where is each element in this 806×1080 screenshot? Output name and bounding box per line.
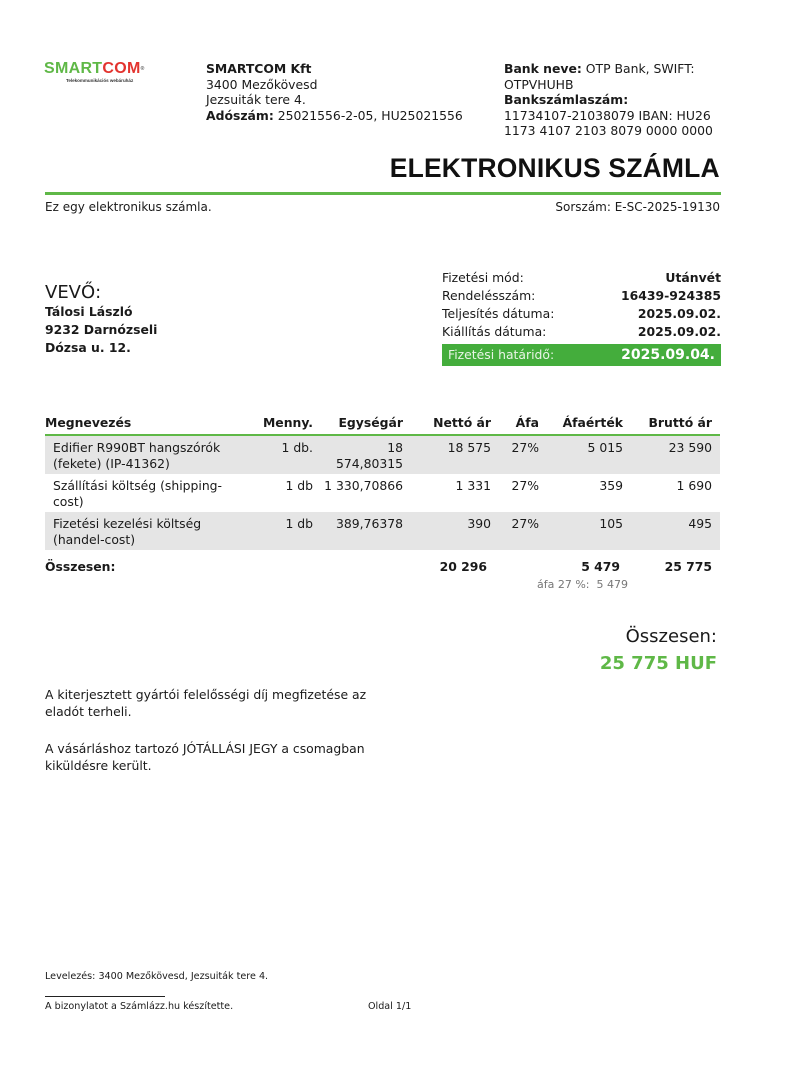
detail-value: Utánvét: [665, 270, 721, 285]
buyer-info: [45, 303, 157, 357]
item-vat: 27%: [511, 478, 539, 493]
registered-mark: ®: [140, 66, 145, 72]
document-title: ELEKTRONIKUS SZÁMLA: [389, 153, 720, 183]
header-gross: Bruttó ár: [631, 412, 720, 435]
detail-label: Fizetési mód:: [442, 270, 524, 285]
buyer-city: 9232 Darnózseli: [45, 322, 158, 337]
header-name: Megnevezés: [45, 412, 255, 435]
title-divider: [45, 192, 721, 195]
tax-value: 25021556-2-05, HU25021556: [277, 107, 463, 123]
bank-name-label: Bank neve:: [504, 61, 582, 76]
header-unit-price: Egységár: [321, 412, 411, 435]
table-header-row: [45, 412, 720, 435]
logo-text-green: SMART: [44, 60, 103, 77]
page-number: Oldal 1/1: [368, 1001, 412, 1012]
detail-row-order-number: [442, 287, 721, 305]
item-gross: 495: [631, 512, 720, 550]
serial-number: Sorszám: E-SC-2025-19130: [555, 200, 720, 214]
grand-total-value: 25 775 HUF: [599, 653, 717, 674]
sum-label: Összesen:: [45, 559, 116, 574]
items-table: [45, 412, 720, 550]
seller-street: Jezsuiták tere 4.: [206, 92, 306, 107]
detail-value: 16439-924385: [621, 288, 721, 303]
bank-name-value: OTP Bank, SWIFT: OTPVHUHB: [504, 61, 695, 92]
seller-city: 3400 Mezőkövesd: [206, 76, 318, 92]
item-vat-value: 359: [599, 478, 623, 493]
bank-account-label: Bankszámlaszám:: [504, 92, 629, 107]
detail-row-fulfillment-date: [442, 305, 721, 323]
item-qty: 1 db.: [255, 435, 321, 474]
item-vat: 27%: [499, 435, 547, 474]
tax-label: Adószám:: [206, 107, 274, 123]
detail-label: Kiállítás dátuma:: [442, 324, 547, 339]
detail-label: Teljesítés dátuma:: [442, 306, 555, 321]
item-vat-value: 5 015: [547, 435, 631, 474]
item-net: 18 575: [411, 435, 499, 474]
item-name: Fizetési kezelési költség (handel-cost): [45, 512, 255, 550]
payment-due-banner: [442, 344, 721, 366]
company-logo: [44, 60, 164, 83]
invoice-details: [442, 269, 721, 366]
buyer-name: Tálosi László: [45, 304, 133, 319]
bank-account-value: 11734107-21038079 IBAN: HU26 1173 4107 2103 8079 0000 0000: [504, 107, 713, 138]
footer-divider: [45, 996, 165, 997]
item-unit-price: 18 574,80315: [321, 435, 411, 474]
item-unit-price: 1 330,70866: [324, 478, 403, 493]
header-vat-value: Áfaérték: [547, 412, 631, 435]
buyer-street: Dózsa u. 12.: [45, 340, 131, 355]
sum-gross: 25 775: [664, 559, 712, 574]
seller-name: SMARTCOM Kft: [206, 61, 312, 76]
header-vat: Áfa: [499, 412, 547, 435]
footer-generator: A bizonylatot a Számlázz.hu készítette.: [45, 1001, 234, 1012]
item-vat: 27%: [499, 512, 547, 550]
logo-text-red: COM: [102, 60, 141, 77]
logo-tagline: Telekommunikációs webáruház: [66, 78, 134, 83]
item-qty: 1 db: [285, 478, 313, 493]
item-name: Szállítási költség (shipping-cost): [53, 478, 223, 509]
table-row: [45, 435, 720, 474]
item-net: 390: [411, 512, 499, 550]
document-subtitle: Ez egy elektronikus számla.: [45, 200, 212, 214]
detail-row-issue-date: [442, 323, 721, 341]
detail-row-payment-method: [442, 269, 721, 287]
item-qty: 1 db: [255, 512, 321, 550]
item-gross: 23 590: [631, 435, 720, 474]
sum-vat: 5 479: [581, 559, 620, 574]
buyer-label: VEVŐ:: [45, 282, 102, 303]
header-net: Nettó ár: [411, 412, 499, 435]
item-net: 1 331: [455, 478, 491, 493]
item-unit-price: 389,76378: [321, 512, 411, 550]
seller-info: [206, 61, 463, 123]
sum-net: 20 296: [439, 559, 487, 574]
table-row: [45, 512, 720, 550]
header-qty: Menny.: [255, 412, 321, 435]
item-gross: 1 690: [676, 478, 712, 493]
table-row: [45, 474, 720, 512]
note-warranty: A vásárláshoz tartozó JÓTÁLLÁSI JEGY a csomagban kiküldésre került.: [45, 741, 365, 773]
detail-label: Rendelésszám:: [442, 288, 536, 303]
detail-value: 2025.09.02.: [637, 324, 721, 339]
bank-info: [504, 61, 729, 139]
due-value: 2025.09.04.: [621, 347, 715, 363]
item-name: Edifier R990BT hangszórók (fekete) (IP-41362): [45, 435, 255, 474]
detail-value: 2025.09.02.: [637, 306, 721, 321]
footer-address: Levelezés: 3400 Mezőkövesd, Jezsuiták tere 4.: [45, 971, 269, 982]
vat-breakdown: áfa 27 %: 5 479: [537, 578, 628, 591]
due-label: Fizetési határidő:: [448, 347, 555, 362]
note-liability: A kiterjesztett gyártói felelősségi díj megfizetése az eladót terheli.: [45, 687, 367, 719]
grand-total-label: Összesen:: [625, 626, 717, 647]
item-vat-value: 105: [547, 512, 631, 550]
